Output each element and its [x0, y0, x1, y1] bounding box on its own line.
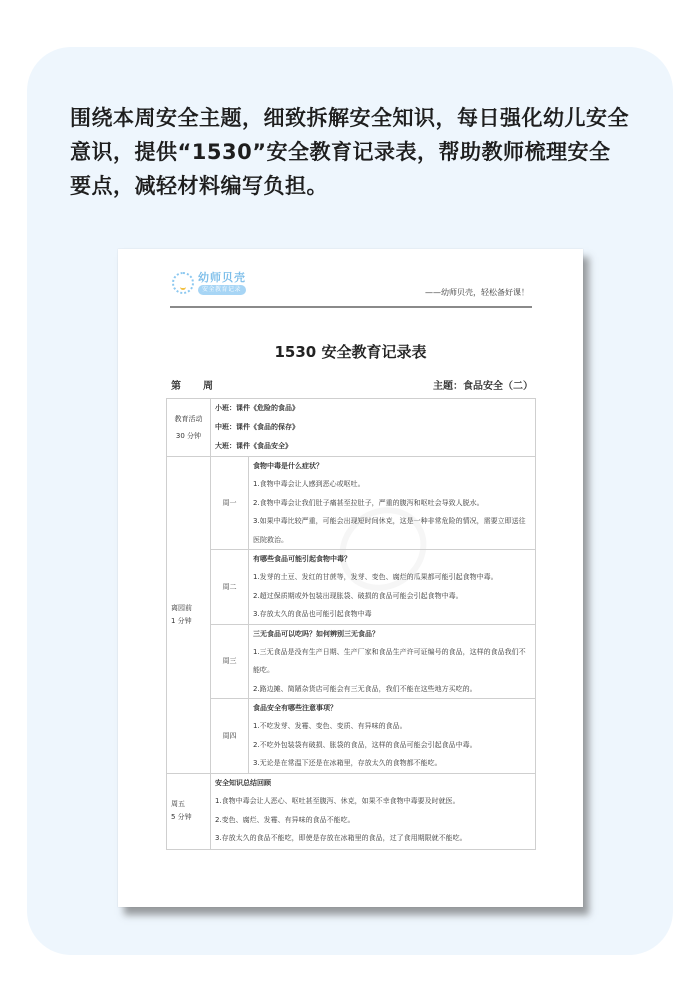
question-tuesday: 有哪些食品可能引起食物中毒？: [253, 555, 351, 563]
list-item: 1.食物中毒会让人感到恶心或呕吐。: [253, 480, 365, 488]
content-cell-thursday: [249, 699, 536, 774]
document-title: 1530 安全教育记录表: [274, 343, 427, 361]
list-item: 2.食物中毒会让我们肚子痛甚至拉肚子，严重的腹泻和呕吐会导致人脱水。: [253, 498, 484, 507]
friday-label-cell: [167, 773, 211, 849]
list-item: 2.路边摊、简陋杂货店可能会有三无食品，我们不能在这些地方买吃的。: [253, 684, 477, 693]
table-row-wednesday: [167, 624, 536, 699]
week-label-suffix: 周: [203, 381, 213, 392]
table-row-thursday: [167, 699, 536, 774]
list-item: 2.不吃外包装袋有破损、胀袋的食品，这样的食品可能会引起食品中毒。: [253, 740, 477, 749]
question-monday: 食物中毒是什么症状？: [253, 462, 323, 470]
meta-row: [171, 377, 533, 392]
header-slogan: ——幼师贝壳，轻松备好课！: [425, 288, 529, 297]
intro-text: 围绕本周安全主题，细致拆解安全知识，每日强化幼儿安全意识，提供“1530”安全教育记录表，帮助教师梳理安全要点，减轻材料编写负担。: [70, 106, 629, 198]
activity-label-cell: [167, 399, 211, 457]
leave-duration: 1 分钟: [171, 616, 192, 625]
content-cell-wednesday: [249, 624, 536, 699]
week-label-prefix: 第: [171, 381, 181, 392]
grade-large: 大班：课件《食品安全》: [215, 442, 292, 450]
record-table: [166, 398, 536, 850]
list-item: 1.发芽的土豆、发红的甘蔗等，发芽、变色、腐烂的瓜果都可能引起食物中毒。: [253, 573, 498, 581]
question-friday: 安全知识总结回顾: [215, 779, 271, 788]
list-item: 3.如果中毒比较严重，可能会出现短时间休克，这是一种非常危险的情况，需要立即送往医院救治。: [253, 517, 526, 544]
list-item: 2.变色、腐烂、发霉、有异味的食品不能吃。: [215, 815, 355, 824]
leave-label: 离园前: [171, 603, 192, 612]
table-row-tuesday: [167, 550, 536, 625]
content-cell-tuesday: [249, 550, 536, 625]
day-cell-wednesday: 周三: [211, 624, 249, 699]
header-divider: [170, 306, 532, 308]
table-row-activity: [167, 399, 536, 457]
day-cell-monday: 周一: [211, 457, 249, 550]
document-page: [118, 249, 583, 907]
logo-name: 幼师贝壳: [198, 271, 246, 284]
grade-middle: 中班：课件《食品的保存》: [215, 423, 299, 431]
activity-label: 教育活动: [174, 414, 203, 423]
list-item: 1.不吃发芽、发霉、变色、变质、有异味的食品。: [253, 722, 407, 730]
table-row-monday: [167, 457, 536, 550]
friday-label: 周五: [171, 800, 185, 808]
table-row-friday: [167, 773, 536, 849]
list-item: 1.食物中毒会让人恶心、呕吐甚至腹泻、休克，如果不幸食物中毒要及时就医。: [215, 797, 460, 806]
content-cell-monday: [249, 457, 536, 550]
day-cell-thursday: 周四: [211, 699, 249, 774]
content-cell-friday: [211, 773, 536, 849]
list-item: 3.存放太久的食品不能吃，即使是存放在冰箱里的食品，过了食用期限就不能吃。: [215, 834, 467, 843]
list-item: 1.三无食品是没有生产日期、生产厂家和食品生产许可证编号的食品，这样的食品我们不能吃。: [253, 647, 526, 674]
logo-subtitle: 安全教育记录: [198, 285, 246, 295]
shell-logo-icon: [172, 272, 194, 294]
theme-label: 主题：食品安全（二）: [433, 381, 533, 392]
week-label: [171, 377, 235, 392]
list-item: 3.无论是在常温下还是在冰箱里，存放太久的食物都不能吃。: [253, 759, 442, 767]
list-item: 2.超过保质期或外包装出现胀袋、破损的食品可能会引起食物中毒。: [253, 591, 463, 600]
friday-duration: 5 分钟: [171, 813, 192, 821]
day-cell-tuesday: 周二: [211, 550, 249, 625]
grade-small: 小班：课件《危险的食品》: [215, 404, 299, 412]
activity-duration: 30 分钟: [175, 431, 202, 440]
question-thursday: 食品安全有哪些注意事项？: [253, 704, 337, 712]
activity-content-cell: [211, 399, 536, 457]
leave-label-cell: [167, 457, 211, 774]
question-wednesday: 三无食品可以吃吗？如何辨别三无食品？: [253, 629, 379, 638]
list-item: 3.存放太久的食品也可能引起食物中毒: [253, 610, 372, 618]
brand-logo: [172, 268, 246, 298]
